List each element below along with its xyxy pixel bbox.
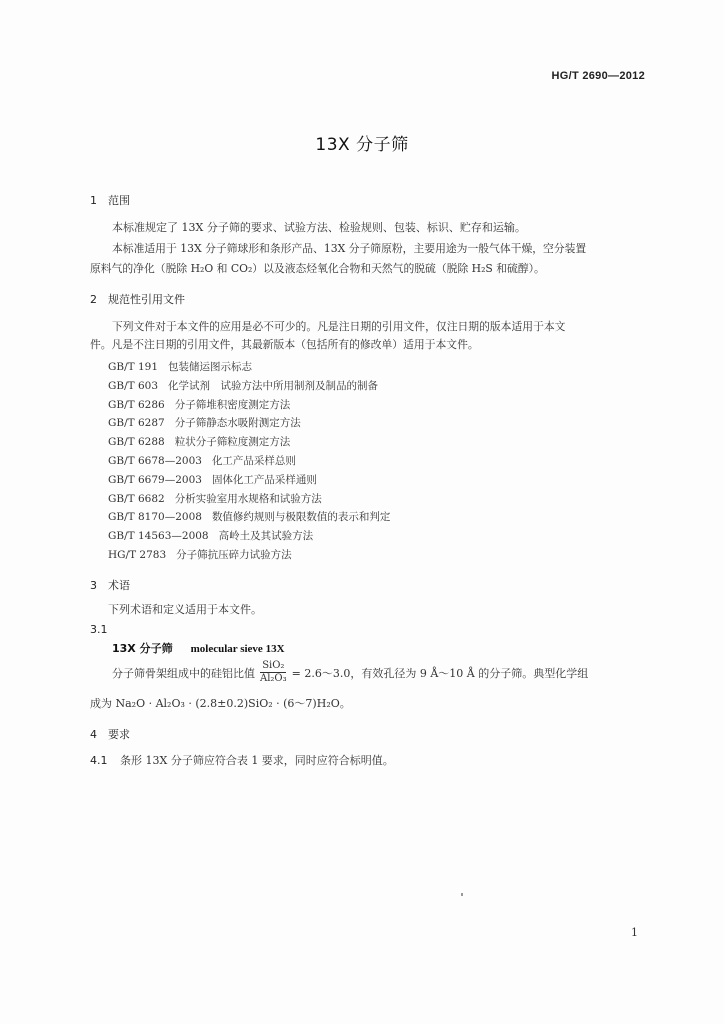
reference-title: 分子筛堆积密度测定方法 <box>174 398 291 411</box>
item-text: 条形 13X 分子筛应符合表 1 要求，同时应符合标明值。 <box>120 754 394 767</box>
reference-code: HG/T 2783 <box>108 548 167 561</box>
section-number: 3 <box>90 579 97 592</box>
page-number: 1 <box>631 926 638 939</box>
reference-code: GB/T 8170—2008 <box>108 511 202 524</box>
reference-code: GB/T 6288 <box>108 436 165 449</box>
section-1-paragraph-2-line-2: 原料气的净化（脱除 H₂O 和 CO₂）以及液态烃氧化合物和天然气的脱硫（脱除 H₂S 和硫醇）。 <box>90 262 545 275</box>
reference-title: 化工产品采样总则 <box>211 454 296 467</box>
fraction-numerator: SiO₂ <box>262 660 285 671</box>
reference-title: 化学试剂 试验方法中所用制剂及制品的制备 <box>168 379 379 392</box>
document-title: 13X 分子筛 <box>315 135 409 155</box>
section-number: 2 <box>90 293 97 306</box>
reference-item <box>108 546 390 565</box>
reference-title: 固体化工产品采样通则 <box>211 473 317 486</box>
reference-code: GB/T 6679—2003 <box>108 473 202 486</box>
term-definition-line-2: 成为 Na₂O · Al₂O₃ · (2.8±0.2)SiO₂ · (6～7)H₂O。 <box>90 697 351 710</box>
reference-code: GB/T 14563—2008 <box>108 530 209 543</box>
section-2-heading <box>90 291 185 307</box>
reference-code: GB/T 6287 <box>108 417 165 430</box>
reference-title: 数值修约规则与极限数值的表示和判定 <box>211 511 391 524</box>
reference-item <box>108 396 390 415</box>
section-1-paragraph-2-line-1: 本标准适用于 13X 分子筛球形和条形产品、13X 分子筛原粉，主要用途为一般气体干燥，空分装置 <box>112 242 587 255</box>
section-2-intro-line-2: 件。凡是不注日期的引用文件，其最新版本（包括所有的修改单）适用于本文件。 <box>90 338 479 351</box>
section-number: 4 <box>90 728 97 741</box>
reference-item <box>108 452 390 471</box>
subsection-number: 3.1 <box>90 623 108 636</box>
section-title: 术语 <box>108 579 130 592</box>
section-2-intro-line-1: 下列文件对于本文件的应用是必不可少的。凡是注日期的引用文件，仅注日期的版本适用于本文 <box>112 320 566 333</box>
reference-title: 分子筛抗压碎力试验方法 <box>176 548 292 561</box>
term-english: molecular sieve 13X <box>190 643 285 655</box>
scan-speck <box>461 893 463 896</box>
reference-item <box>108 527 390 546</box>
fraction-denominator: Al₂O₃ <box>260 673 287 684</box>
term-line <box>112 640 285 656</box>
normative-references-list <box>108 358 390 565</box>
reference-item <box>108 433 390 452</box>
section-3-heading <box>90 577 130 593</box>
section-title: 要求 <box>108 728 130 741</box>
reference-item <box>108 358 390 377</box>
section-4-heading <box>90 726 130 742</box>
reference-code: GB/T 6678—2003 <box>108 454 202 467</box>
reference-item <box>108 508 390 527</box>
reference-title: 粒状分子筛粒度测定方法 <box>174 436 291 449</box>
section-number: 1 <box>90 194 97 207</box>
reference-item <box>108 414 390 433</box>
section-1-heading <box>90 192 130 208</box>
definition-suffix: = 2.6～3.0，有效孔径为 9 Å～10 Å 的分子筛。典型化学组 <box>291 666 589 680</box>
section-1-paragraph-1: 本标准规定了 13X 分子筛的要求、试验方法、检验规则、包装、标识、贮存和运输。 <box>112 221 526 234</box>
silica-alumina-ratio-fraction <box>258 660 289 685</box>
reference-code: GB/T 6682 <box>108 492 165 505</box>
term-chinese: 13X 分子筛 <box>112 642 173 655</box>
reference-code: GB/T 6286 <box>108 398 165 411</box>
standard-code: HG/T 2690—2012 <box>551 70 645 82</box>
reference-title: 分子筛静态水吸附测定方法 <box>174 417 301 430</box>
reference-title: 包装储运图示标志 <box>168 361 253 373</box>
term-definition-line-1 <box>112 660 588 685</box>
item-number: 4.1 <box>90 754 108 767</box>
reference-title: 分析实验室用水规格和试验方法 <box>174 492 322 505</box>
reference-title: 高岭土及其试验方法 <box>218 530 314 543</box>
reference-code: GB/T 603 <box>108 379 159 392</box>
reference-code: GB/T 191 <box>108 361 159 373</box>
reference-item <box>108 471 390 490</box>
reference-item <box>108 377 390 396</box>
section-title: 范围 <box>108 194 130 207</box>
item-4-1 <box>90 752 394 768</box>
section-title: 规范性引用文件 <box>108 293 185 306</box>
reference-item <box>108 490 390 509</box>
section-3-intro: 下列术语和定义适用于本文件。 <box>108 603 262 616</box>
definition-prefix: 分子筛骨架组成中的硅铝比值 <box>112 666 255 680</box>
